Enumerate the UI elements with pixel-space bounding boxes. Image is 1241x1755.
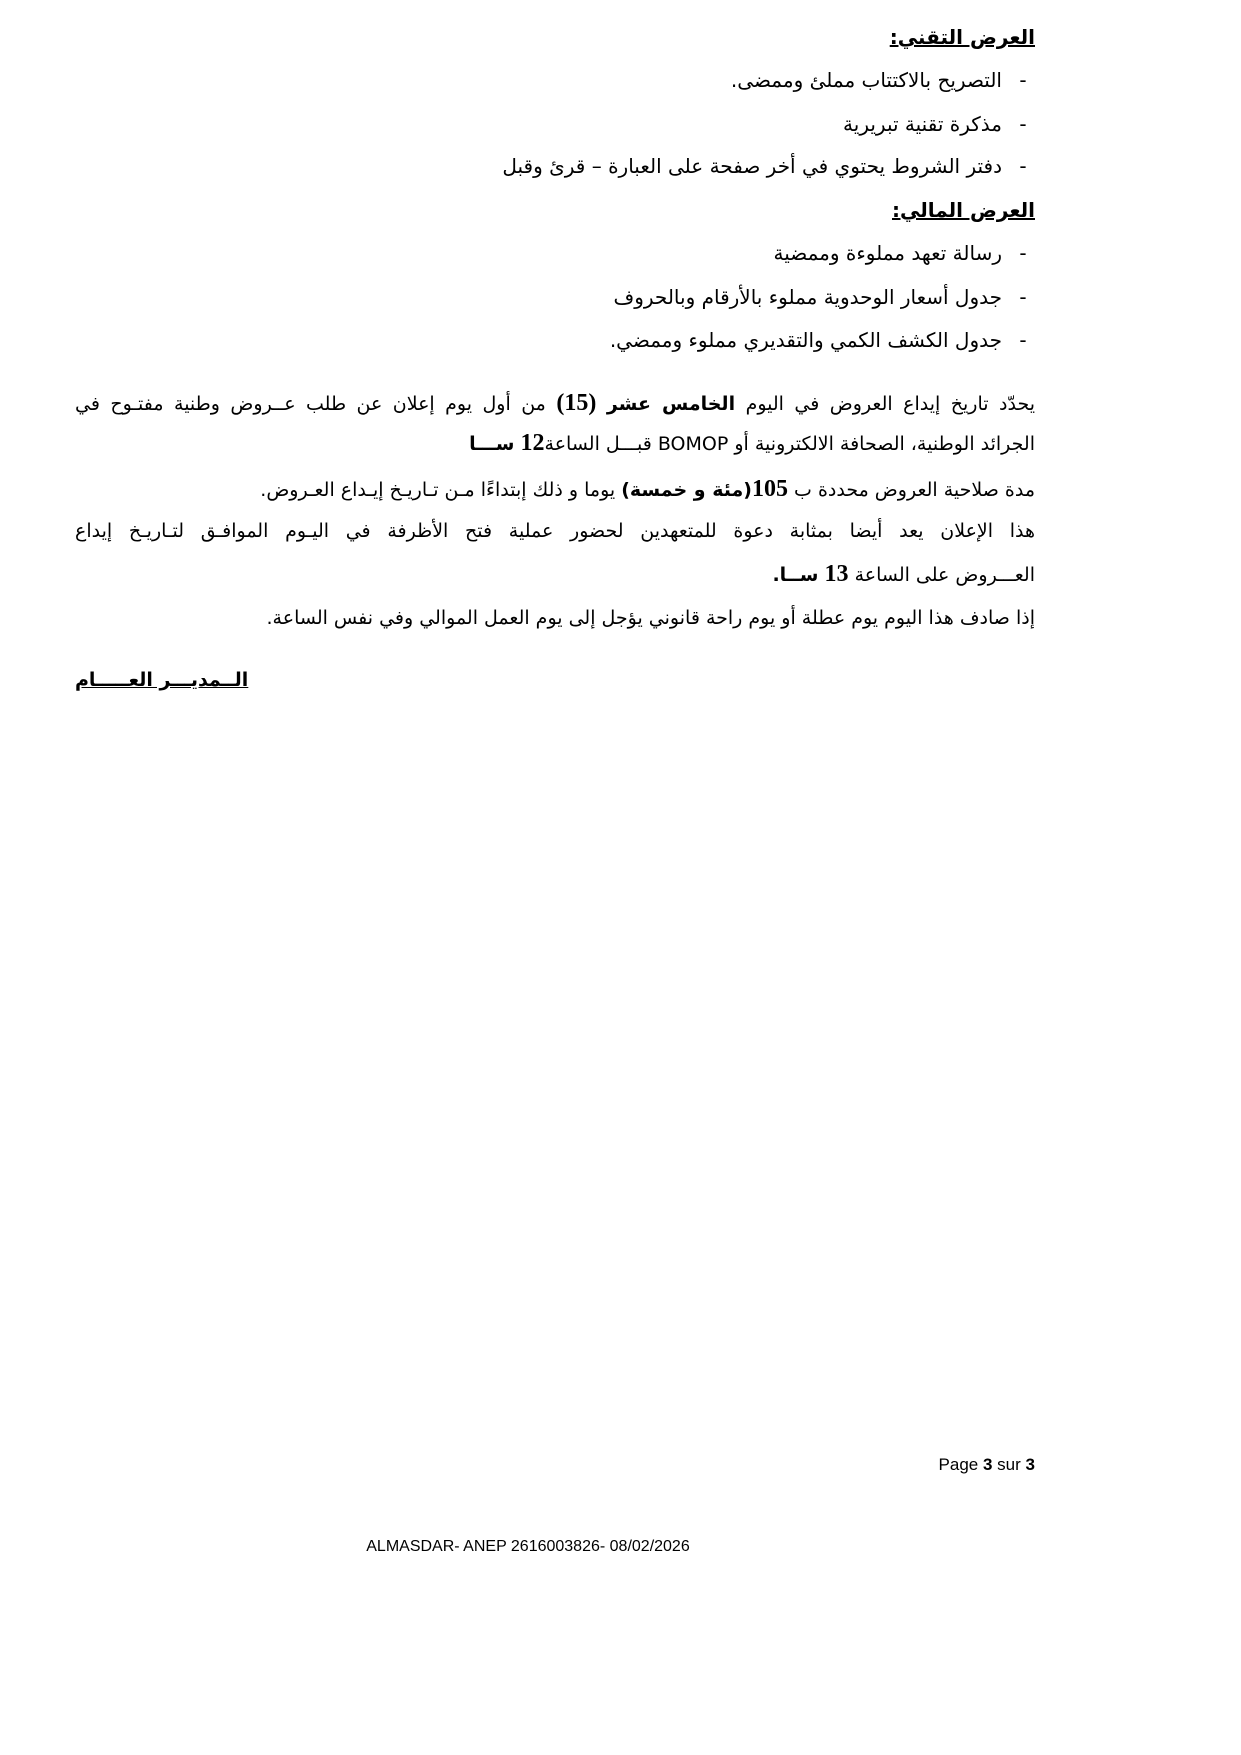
publication-reference: ALMASDAR- ANEP 2616003826- 08/02/2026: [366, 1538, 690, 1555]
list-item: [614, 282, 1031, 312]
holiday-clause: إذا صادف هذا اليوم يوم عطلة أو يوم راحة قانوني يؤجل إلى يوم العمل الموالي وفي نفس الساعة.: [266, 607, 1035, 629]
list-item: [731, 65, 1030, 95]
validity-text: مدة صلاحية العروض محددة ب: [794, 479, 1035, 501]
list-item-text: جدول الكشف الكمي والتقديري مملوء وممضي.: [609, 328, 1002, 352]
deposit-date-text: الجرائد الوطنية، الصحافة الالكترونية أو BOMOP قبـــل الساعة: [544, 433, 1035, 455]
opening-invitation-line-2: [75, 559, 1035, 590]
list-item: [502, 151, 1030, 181]
list-item-text: رسالة تعهد مملوءة وممضية: [773, 241, 1002, 265]
deposit-date-line-1: [75, 388, 1035, 419]
deposit-date-text: من أول يوم إعلان عن طلب عــروض وطنية مفتـوح في: [75, 393, 546, 415]
page-number: [939, 1452, 1035, 1478]
sur-word: sur: [997, 1455, 1021, 1474]
list-marker: -: [1019, 154, 1027, 178]
validity-days-number: 105: [751, 476, 788, 502]
list-item: [610, 325, 1030, 355]
list-item-text: التصريح بالاكتتاب مملئ وممضى.: [730, 68, 1002, 92]
deposit-day-words: الخامس عشر: [606, 393, 736, 415]
list-item-text: مذكرة تقنية تبريرية: [843, 112, 1002, 136]
list-marker: -: [1019, 328, 1027, 352]
opening-invitation-line-1: [75, 516, 1035, 546]
opening-invitation-text: هذا الإعلان يعد أيضا بمثابة دعوة للمتعهدين لحضور عملية فتح الأظرفة في اليـوم الموافـق لتـاريـخ إيداع: [75, 520, 1035, 542]
technical-offer-heading: العرض التقني:: [889, 25, 1035, 49]
validity-line: [75, 474, 1035, 505]
current-page: 3: [982, 1455, 993, 1474]
page-word: Page: [938, 1455, 979, 1474]
deposit-date-line-2: [75, 428, 1035, 459]
list-item-text: دفتر الشروط يحتوي في أخر صفحة على العبارة – قرئ وقبل: [502, 154, 1002, 178]
list-item: [774, 238, 1030, 268]
opening-invitation-text: العـــروض على الساعة: [854, 564, 1035, 586]
list-item-text: جدول أسعار الوحدوية مملوء بالأرقام وبالحروف: [613, 285, 1002, 309]
deadline-hour-unit: ســـا: [469, 433, 515, 455]
deposit-day-number: (15): [556, 390, 597, 416]
opening-hour-unit: ســا.: [772, 564, 819, 586]
list-marker: -: [1019, 285, 1027, 309]
signature-title: الــمديـــر العـــــام: [75, 669, 249, 691]
validity-text: يوما و ذلك إبتداءًا مـن تـاريـخ إيـداع العـروض.: [260, 479, 616, 501]
list-marker: -: [1019, 68, 1027, 92]
list-marker: -: [1019, 241, 1027, 265]
list-marker: -: [1019, 112, 1027, 136]
list-item: [843, 109, 1030, 139]
total-pages: 3: [1025, 1455, 1035, 1474]
financial-offer-heading: العرض المالي:: [892, 198, 1035, 222]
opening-hour: 13: [824, 561, 849, 587]
deposit-date-text: يحدّد تاريخ إيداع العروض في اليوم: [745, 393, 1035, 415]
deadline-hour: 12: [520, 430, 545, 456]
validity-days-words: (مئة و خمسة): [621, 479, 752, 501]
